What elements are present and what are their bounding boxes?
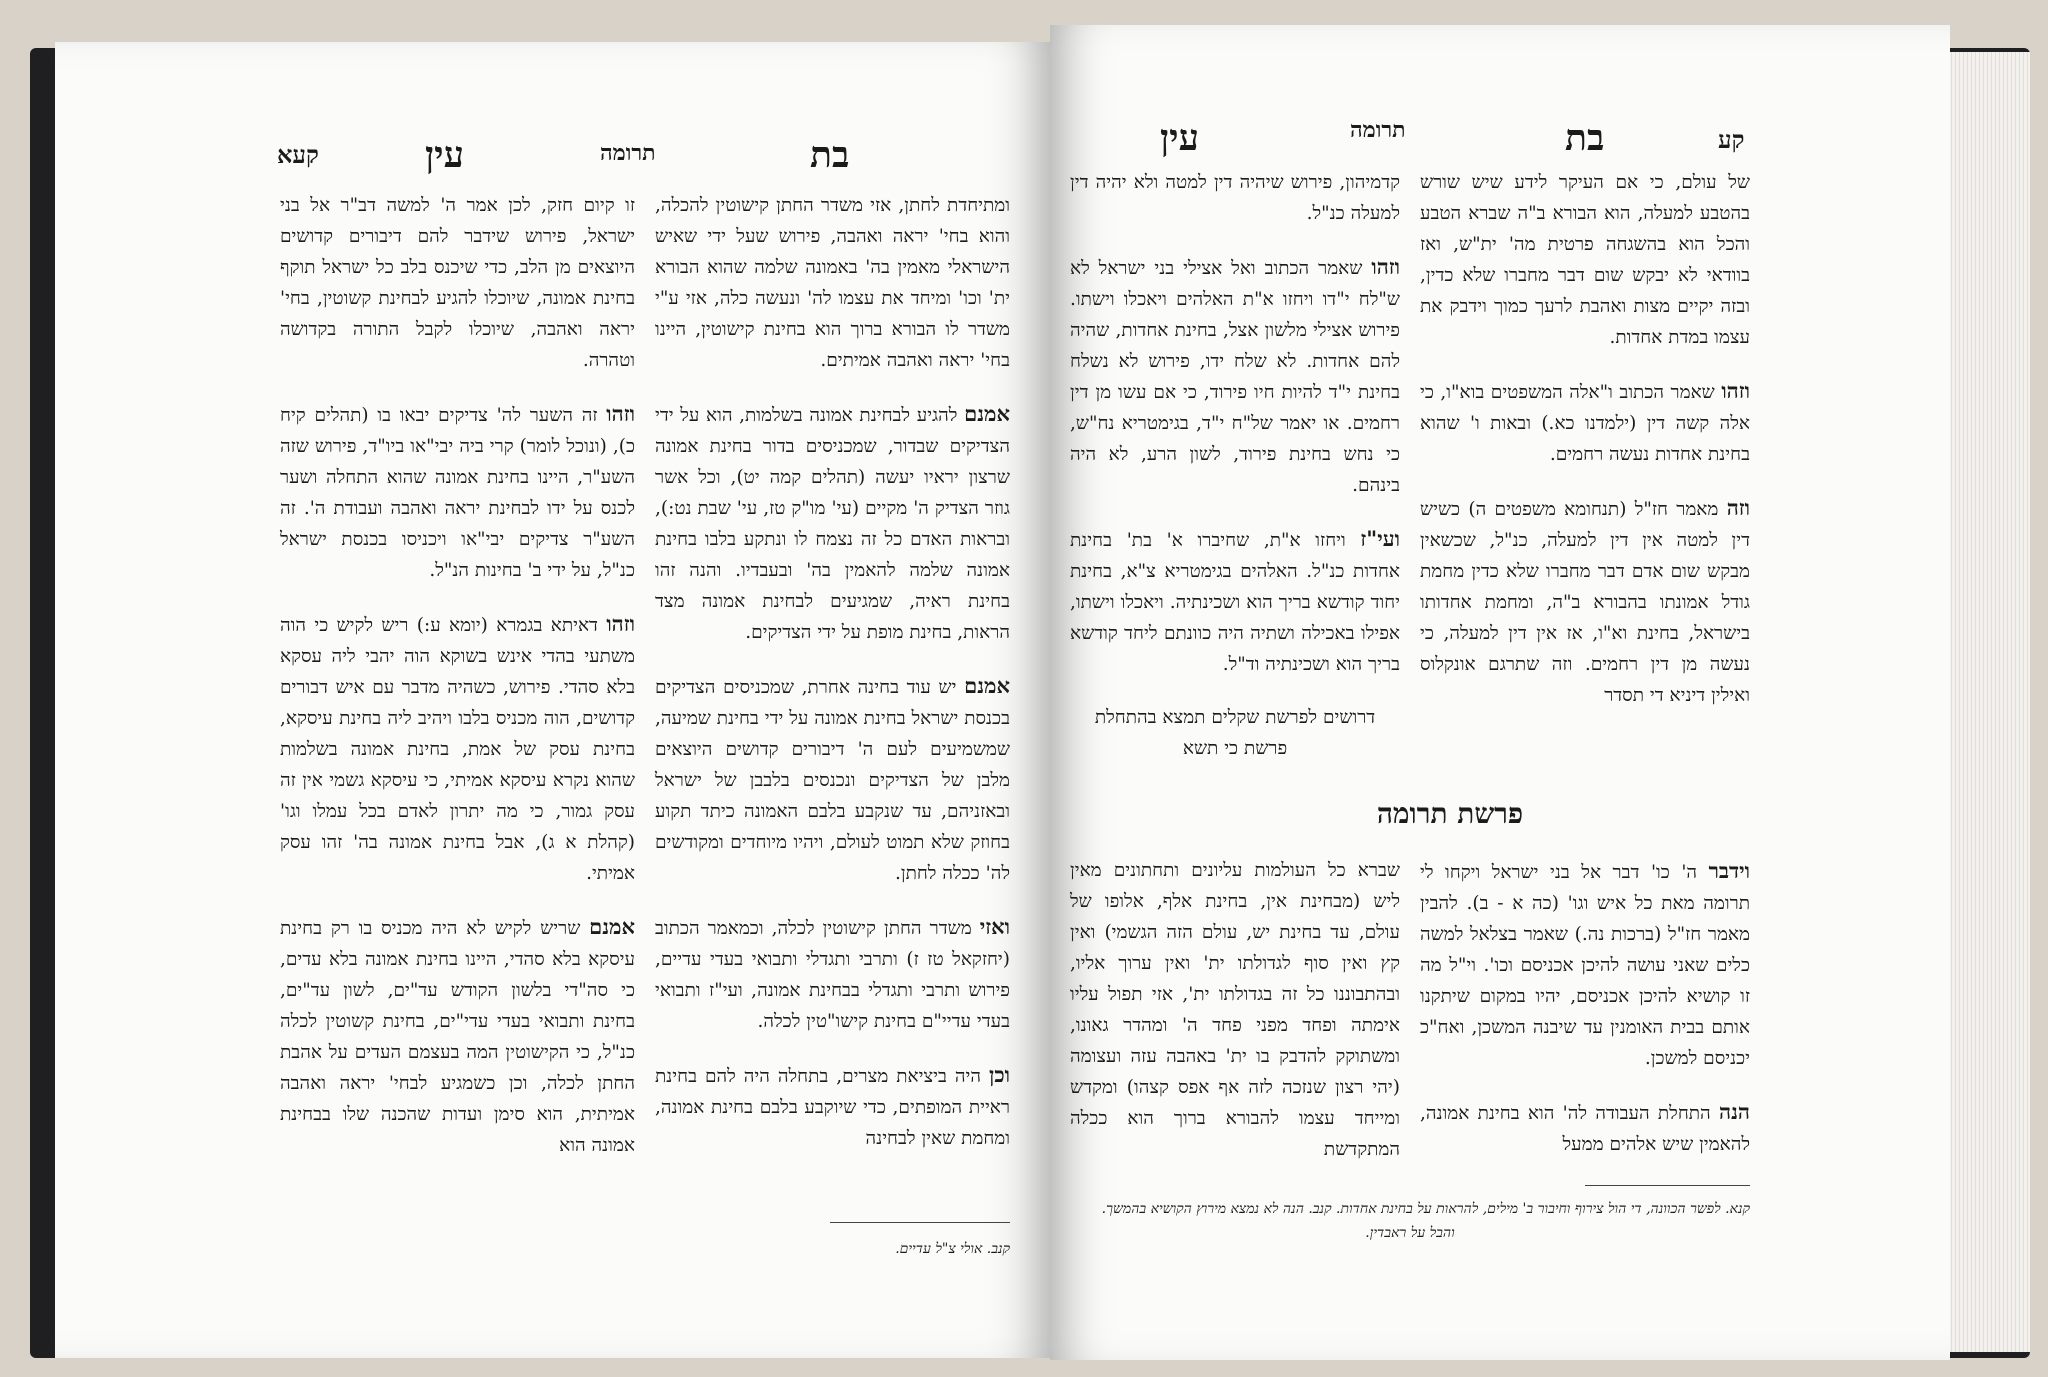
header-parasha: תרומה [600,140,656,166]
right-page [1050,25,1950,1360]
paragraph: הנה התחלת העבודה לה' הוא בחינת אמונה, להאמין שיש אלהים ממעל [1420,1099,1750,1155]
paragraph: וזהו שאמר הכתוב ו"אלה המשפטים בוא"ו, כי אלה קשה דין (ילמדנו כא.) ובאות ו' שהוא בחינת אחדות נעשה רחמים. [1420,378,1750,465]
paragraph: ועי"ז ויחזו א"ת, שחיברו א' בת' בחינת אחדות כנ"ל. האלהים בגימטריא צ"א, בחינת יחוד קודשא בריך הוא ושכינתיה. ויאכלו וישתו, אפילו באכילה ושתיה היה כוונתם ליחד קודשא בריך הוא ושכינתיה וד"ל. [1070,526,1400,675]
text-column-left-lower [1070,855,1400,1187]
paragraph: וכן היה ביציאת מצרים, בתחלה היה להם בחינת ראיית המופתים, כדי שיוקבע בלבם בחינת אמונה, ומחמת שאין לבחינה [655,1062,1010,1149]
paragraph: וזהו דאיתא בגמרא (יומא ע:) ריש לקיש כי הוה משתעי בהדי אינש בשוקא הוה יהבי ליה עסקא בלא סהדי. פירוש, כשהיה מדבר עם איש דבורים קדושים, הוה מכניס בלבו ויהיב ליה בחינת עיסקא, בחינת עסק של אמת, בחינת אמונה בשלמות שהוא נקרא עיסקא אמיתי, כי עיסקא גשמי אין זה עסק גמור, כי מה יתרון לאדם בכל עמלו וגו' (קהלת א ג), אבל בחינת אמונה בה' זהו עסק אמיתי. [280,611,635,884]
footnote-rule [830,1222,1010,1223]
paragraph: זו קיום חזק, לכן אמר ה' למשה דב"ר אל בני ישראל, פירוש שידבר להם דיבורים קדושים היוצאים מן הלב, כדי שיכנס בלב כל ישראל תוקף בחינת אמונה, שיוכלו להגיע לבחינת קשוטין, בחי' יראה ואהבה, שיוכלו לקבל התורה בקדושה וטהרה. [280,195,635,371]
page-number: קעא [277,140,319,169]
page-number: קע [1718,125,1745,154]
header-word: בת [810,134,850,176]
paragraph: ומתיחדת לחתן, אזי משדר החתן קישוטין להכלה, והוא בחי' יראה ואהבה, פירוש שעל ידי שאיש הישראלי מאמין בה' באמונה שלמה שהוא הבורא ית' וכו' ומיחד את עצמו לה' ונעשה כלה, אזי ע"י משדר לו הבורא ברוך הוא בחינת קישוטין, היינו בחי' יראה ואהבה אמיתים. [655,195,1010,371]
paragraph: ואזי משדר החתן קישוטין לכלה, וכמאמר הכתוב (יחזקאל טז ז) ותרבי ותגדלי ותבואי בעדי עדיים, פירוש ותרבי ותגדלי בבחינת אמונה, ועי"ז ותבואי בעדי עדיי"ם בחינת קישו"טין לכלה. [655,914,1010,1032]
paragraph: וידבר ה' כו' דבר אל בני ישראל ויקחו לי תרומה מאת כל איש וגו' (כה א - ב). להבין מאמר חז"ל (ברכות נה.) שאמר בצלאל למשה כלים שאני עושה להיכן אכניסם וכו'. וי"ל מה זו קושיא להיכן אכניסם, יהיו במקום שיתקנו אותם בבית האומנין עד שיבנה המשכן, ואח"כ יכניסם למשכן. [1420,858,1750,1069]
text-column-right-lower [1420,855,1750,1182]
paragraph: קדמיהון, פירוש שיהיה דין למטה ולא יהיה דין למעלה כנ"ל. [1070,172,1400,224]
paragraph: וזהו שאמר הכתוב ואל אצילי בני ישראל לא ש"לח י"דו ויחזו א"ת האלהים ויאכלו וישתו. פירוש אצילי מלשון אצל, בחינת אחדות, שהיה להם אחדות. לא שלח ידו, פירוש לא נשלח בחינת י"ד להיות חיו פירוד, כי אם עשו מן דין רחמים. או יאמר של"ח י"ד, בגימטריא נח"ש, כי נחש בחינת פירוד, לשון הרע, לא היה בינהם. [1070,254,1401,496]
header-word: עין [425,134,464,176]
footnote-line: קנא. לפשר הכוונה, די הול צירוף וחיבור ב' מילים, להראות על בחינת אחדות. קנב. הנה לא נמצא מירוץ הקושיא בהמשך. [1101,1201,1750,1217]
cross-reference-note [1070,702,1400,764]
footnote-rule [1585,1185,1750,1186]
left-page [55,42,1050,1358]
right-page-header [1050,117,1950,167]
text-column-left [1070,167,1400,764]
header-word: עין [1160,117,1199,159]
footnote [1070,1197,1750,1245]
note-line: פרשת כי תשא [1182,738,1288,759]
note-line: דרושים לפרשת שקלים תמצא בהתחלת [1094,707,1376,728]
paragraph: שברא כל העולמות עליונים ותחתונים מאין ליש (מבחינת אין, בחינת אלף, אלופו של עולם, עד בחינת יש, עולם הזה הגשמי) ואין קץ ואין סוף לגדולתו ית' ואין ערוך אליו, ובהתבוננו כל זה בגדולתו ית', אזי תפול עליו אימתה ופחד מפני פחד ה' ומהדר גאונו, ומשתוקק להדבק בו ית' באהבה עזה ועצומה (יהי רצון שנזכה לזה אף אפס קצהו) ומקדש ומייחד עצמו להבורא ברוך הוא ככלה המתקדשת [1070,860,1400,1160]
paragraph: אמנם יש עוד בחינה אחרת, שמכניסים הצדיקים בכנסת ישראל בחינת אמונה על ידי בחינת שמיעה, שמשמיעים לעם ה' דיבורים קדושים היוצאים מלבן של הצדיקים ונכנסים בלבבן של ישראל ובאזניהם, עד שנקבע בלבם האמונה כיתד תקוע בחוזק שלא תמוט לעולם, ויהיו מיוחדים ומקודשים לה' ככלה לחתן. [655,673,1010,884]
text-column-right [1420,167,1750,733]
paragraph: וזה מאמר חז"ל (תנחומא משפטים ה) כשיש דין למטה אין דין למעלה, כנ"ל, שכשאין מבקש שום אדם דבר מחברו שלא כדין מחמת גודל אמונתו בהבורא ב"ה, ומחמת אחדותו בישראל, בחינת וא"ו, אז אין דין למעלה, כי נעשה מן דין רחמים. וזה שתרגם אונקלוס ואילין דיניא די תסדר [1420,495,1750,706]
footnote-line: והבל על ראבדין. [1365,1225,1455,1241]
header-parasha: תרומה [1350,117,1406,143]
paragraph: אמנם שריש לקיש לא היה מכניס בו רק בחינת עיסקא בלא סהדי, היינו בחינת אמונה בלא עדים, כי סה"די בלשון הקודש עד"ים, לשון עד"ים, בחינת ותבואי בעדי עדי"ים, בחינת קשוטין לכלה כנ"ל, כי הקישוטין המה בעצמם העדים על אהבת החתן לכלה, וכן כשמגיע לבחי' יראה ואהבה אמיתית, הוא סימן ועדות שהכנה שלו בבחינת אמונה הוא [280,914,635,1156]
paragraph: וזהו זה השער לה' צדיקים יבאו בו (תהלים קיח כ), (ונוכל לומר) קרי ביה יבי"או ביו"ד, פירוש שזה השע"ר, היינו בחינת אמונה שהוא התחלה ושער לכנס על ידו לבחינת יראה ואהבה ועבודת ה'. זה השע"ר צדיקים יבי"או ויכניסו בכנסת ישראל כנ"ל, על ידי ב' בחינות הנ"ל. [280,401,635,581]
text-column-left [280,190,635,1183]
left-page-header [55,134,1050,184]
paragraph: אמנם להגיע לבחינת אמונה בשלמות, הוא על ידי הצדיקים שבדור, שמכניסים בדור בחינת אמונה שרצון יראיו יעשה (תהלים קמה יט), וכל אשר גוזר הצדיק ה' מקיים (עי' מו"ק טז, עי' שבת נט:), ובראות האדם כל זה נצמח לו ונתקע בלבו בחינת אמונה שלמה להאמין בה' ובעבדיו. והנה זהו בחינת ראיה, שמגיעים לבחינת אמונה מצד הראות, בחינת מופת על ידי הצדיקים. [655,401,1010,643]
section-title: פרשת תרומה [1376,797,1524,830]
page-edges [1940,52,2030,1352]
footnote: קנב. אולי צ"ל עדיים. [895,1241,1010,1257]
paragraph: של עולם, כי אם העיקר לידע שיש שורש בהטבע למעלה, הוא הבורא ב"ה שברא הטבע והכל הוא בהשגחה פרטית מה' ית"ש, ואז בוודאי לא יבקש שום דבר מחברו שלא כדין, ובזה יקיים מצות ואהבת לרעך כמוך וידבק את עצמו במדת אחדות. [1420,172,1750,348]
text-column-right [655,190,1010,1176]
header-word: בת [1565,117,1605,159]
